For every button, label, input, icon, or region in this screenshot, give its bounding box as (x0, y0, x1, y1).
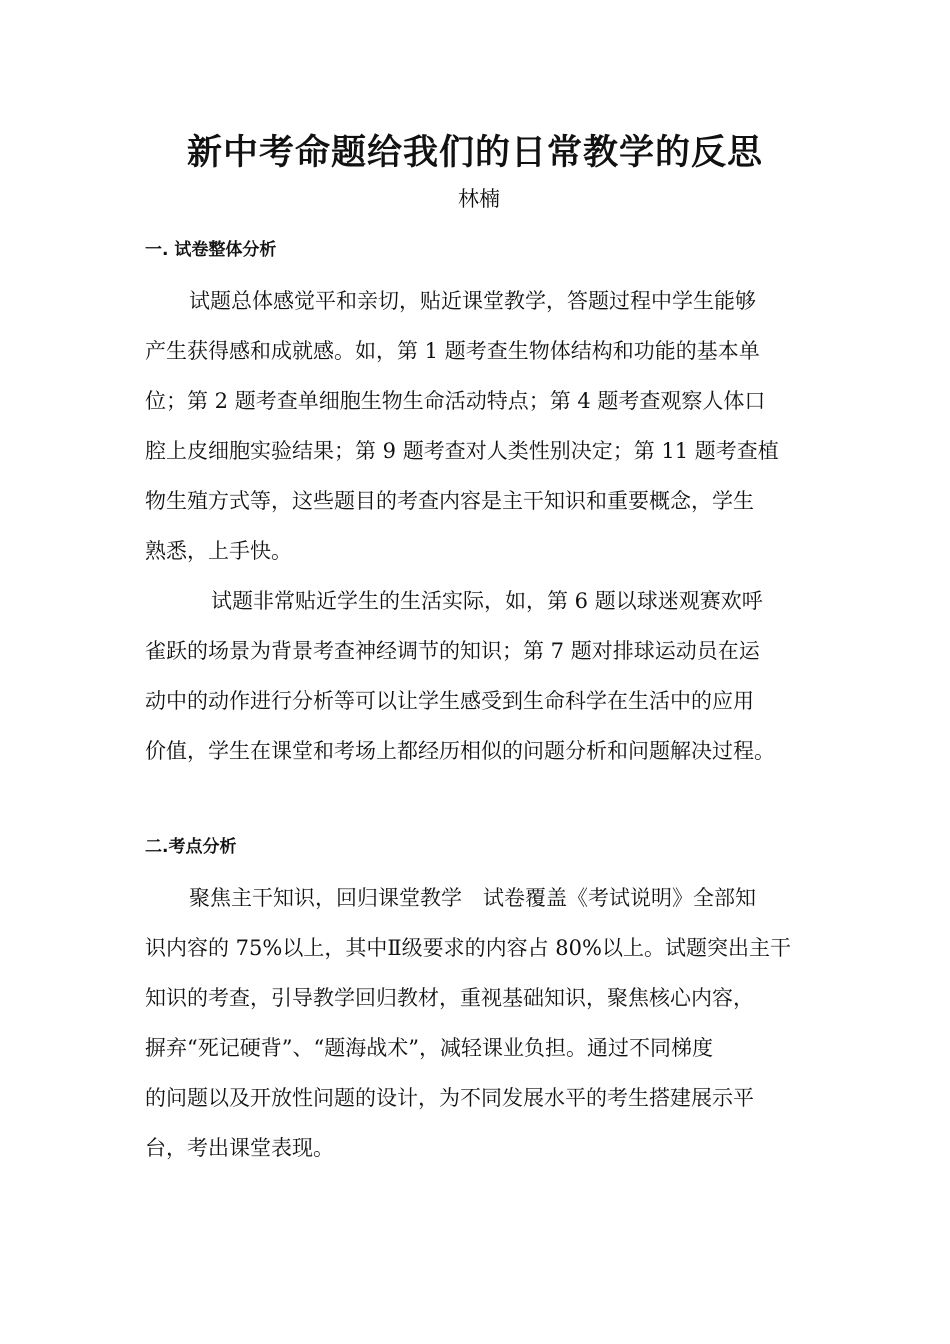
paragraph-line: 产生获得感和成就感。如，第 1 题考查生物体结构和功能的基本单 (145, 339, 760, 363)
paragraph-line: 位；第 2 题考查单细胞生物生命活动特点；第 4 题考查观察人体口 (145, 389, 766, 413)
paragraph-line: 识内容的 75%以上，其中Ⅱ级要求的内容占 80%以上。试题突出主干 (145, 936, 791, 960)
paragraph-line: 雀跃的场景为背景考查神经调节的知识；第 7 题对排球运动员在运 (145, 639, 760, 663)
section-heading-exam-points: 二.考点分析 (145, 837, 237, 857)
paragraph-line: 物生殖方式等，这些题目的考查内容是主干知识和重要概念，学生 (145, 489, 754, 513)
section-heading-overall-analysis: 一. 试卷整体分析 (145, 240, 277, 260)
paragraph-line: 试题非常贴近学生的生活实际，如，第 6 题以球迷观赛欢呼 (211, 589, 763, 613)
paragraph-line: 动中的动作进行分析等可以让学生感受到生命科学在生活中的应用 (145, 689, 754, 713)
paragraph-line: 聚焦主干知识，回归课堂教学 试卷覆盖《考试说明》全部知 (189, 886, 756, 910)
paragraph-line: 摒弃“死记硬背”、“题海战术”，减轻课业负担。通过不同梯度 (145, 1036, 713, 1060)
paragraph-line: 价值，学生在课堂和考场上都经历相似的问题分析和问题解决过程。 (145, 739, 775, 763)
paragraph-line: 腔上皮细胞实验结果；第 9 题考查对人类性别决定；第 11 题考查植 (145, 439, 779, 463)
paragraph-line: 试题总体感觉平和亲切，贴近课堂教学，答题过程中学生能够 (189, 289, 756, 313)
document-title: 新中考命题给我们的日常教学的反思 (186, 132, 763, 173)
author-name: 林楠 (458, 187, 500, 211)
paragraph-line: 熟悉，上手快。 (145, 539, 292, 563)
paragraph-line: 的问题以及开放性问题的设计，为不同发展水平的考生搭建展示平 (145, 1086, 754, 1110)
paragraph-line: 知识的考查，引导教学回归教材，重视基础知识，聚焦核心内容， (145, 986, 754, 1010)
paragraph-line: 台，考出课堂表现。 (145, 1136, 334, 1160)
